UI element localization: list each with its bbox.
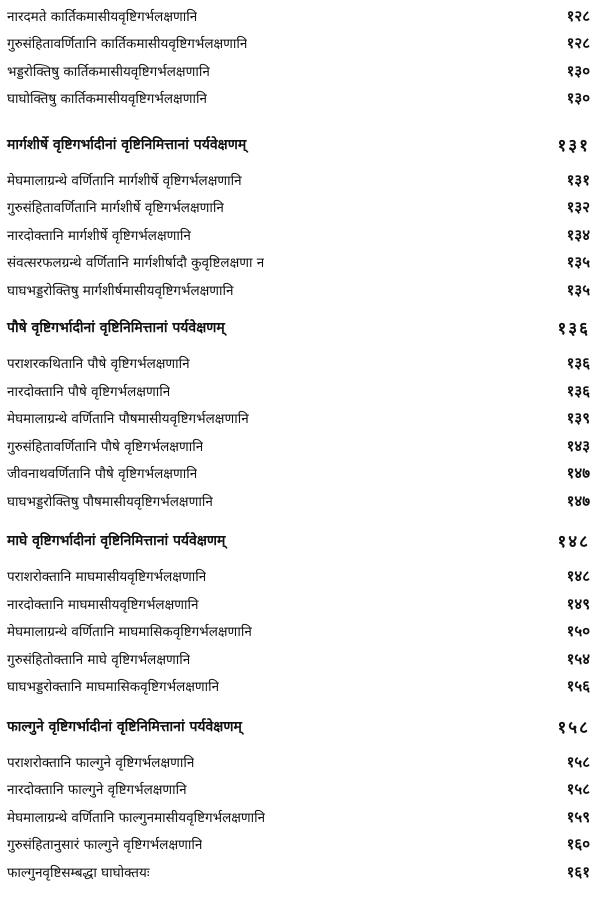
toc-entry — [0, 432, 600, 460]
entry-title: पराशरोक्तानि फाल्गुने वृष्टिगर्भलक्षणानि — [7, 754, 195, 771]
section-heading — [0, 314, 600, 342]
entry-title: पराशरोक्तानि माघमासीयवृष्टिगर्भलक्षणानि — [7, 569, 207, 586]
entry-page: १४७ — [566, 464, 590, 483]
entry-title: फाल्गुनवृष्टिसम्बद्धा घाघोक्तयः — [7, 864, 150, 881]
entry-title: घाघभड्डरोक्तिषु मार्गशीर्षमासीयवृष्टिगर्भलक्षणानि — [7, 282, 234, 299]
section-title: पौषे वृष्टिगर्भादीनां वृष्टिनिमित्तानां पर्यवेक्षणम् — [7, 320, 225, 336]
toc-entry — [0, 563, 600, 591]
entry-title: घाघभड्डरोक्तानि माघमासिकवृष्टिगर्भलक्षणानि — [7, 679, 220, 696]
entry-page: १२८ — [566, 34, 590, 53]
entry-page: १५९ — [566, 807, 590, 826]
toc-entry — [0, 618, 600, 646]
entry-title: नारदोक्तानि मार्गशीर्षे वृष्टिगर्भलक्षणानि — [7, 227, 191, 244]
section-page: १४८ — [557, 532, 590, 552]
entry-page: १३९ — [566, 409, 590, 428]
entry-page: १६० — [566, 835, 590, 854]
entry-title: गुरुसंहितावर्णितानि कार्तिकमासीयवृष्टिगर्भलक्षणानि — [7, 36, 248, 53]
entry-title: भड्डरोक्तिषु कार्तिकमासीयवृष्टिगर्भलक्षणानि — [7, 63, 210, 80]
toc-entry — [0, 30, 600, 58]
entry-page: १३६ — [566, 354, 590, 373]
toc-section — [0, 112, 600, 304]
toc-section — [0, 304, 600, 515]
entry-title: गुरुसंहितावर्णितानि मार्गशीर्षे वृष्टिगर्भलक्षणानि — [7, 200, 224, 217]
section-heading — [0, 130, 600, 158]
entry-page: १३० — [566, 61, 590, 80]
toc-entry — [0, 377, 600, 405]
entry-title: गुरुसंहितानुसारं फाल्गुने वृष्टिगर्भलक्षणानि — [7, 837, 203, 854]
entry-title: संवत्सरफलग्रन्थे वर्णितानि मार्गशीर्षादौ कुवृष्टिलक्षणा न — [7, 255, 265, 272]
entry-title: मेघमालाग्रन्थे वर्णितानि मार्गशीर्षे वृष्टिगर्भलक्षणानि — [7, 172, 242, 189]
entry-page: १४९ — [566, 594, 590, 613]
entry-page: १२८ — [566, 6, 590, 25]
entry-page: १५४ — [566, 649, 590, 668]
toc-section — [0, 515, 600, 701]
toc-entry — [0, 645, 600, 673]
toc-entry — [0, 249, 600, 277]
entry-title: गुरुसंहितोक्तानि माघे वृष्टिगर्भलक्षणानि — [7, 651, 191, 668]
toc-entry — [0, 221, 600, 249]
entry-title: पराशरकथितानि पौषे वृष्टिगर्भलक्षणानि — [7, 356, 190, 373]
toc-entry — [0, 776, 600, 804]
entry-page: १३६ — [566, 381, 590, 400]
section-page: १३६ — [557, 319, 590, 339]
entry-title: जीवनाथवर्णितानि पौषे वृष्टिगर्भलक्षणानि — [7, 466, 198, 483]
entry-title: गुरुसंहितावर्णितानि पौषे वृष्टिगर्भलक्षणानि — [7, 438, 204, 455]
section-title: माघे वृष्टिगर्भादीनां वृष्टिनिमित्तानां पर्यवेक्षणम् — [7, 533, 226, 549]
entry-page: १३५ — [566, 280, 590, 299]
toc-entry — [0, 858, 600, 886]
entry-page: १३१ — [566, 170, 590, 189]
section-page: १५८ — [557, 717, 590, 738]
section-title: फाल्गुने वृष्टिगर्भादीनां वृष्टिनिमित्तानां पर्यवेक्षणम् — [7, 718, 242, 735]
toc-entry — [0, 85, 600, 113]
entry-title: मेघमालाग्रन्थे वर्णितानि फाल्गुनमासीयवृष्टिगर्भलक्षणानि — [7, 809, 266, 826]
toc-entry — [0, 590, 600, 618]
toc-entry — [0, 673, 600, 701]
entry-title: घाघोक्तिषु कार्तिकमासीयवृष्टिगर्भलक्षणानि — [7, 91, 207, 108]
toc-entry — [0, 57, 600, 85]
toc-entry — [0, 748, 600, 776]
toc-entry — [0, 460, 600, 488]
entry-page: १३५ — [566, 253, 590, 272]
entry-title: नारदोक्तानि फाल्गुने वृष्टिगर्भलक्षणानि — [7, 782, 187, 799]
toc-entry — [0, 276, 600, 304]
entry-page: १३२ — [566, 198, 590, 217]
top-entries — [0, 0, 600, 112]
entry-page: १४८ — [566, 567, 590, 586]
section-heading — [0, 527, 600, 555]
toc-entry — [0, 803, 600, 831]
entry-title: नारदोक्तानि पौषे वृष्टिगर्भलक्षणानि — [7, 383, 171, 400]
toc-section — [0, 700, 600, 886]
entry-page: १४३ — [566, 436, 590, 455]
entry-title: नारदमते कार्तिकमासीयवृष्टिगर्भलक्षणानि — [7, 8, 198, 25]
toc-entry — [0, 831, 600, 859]
toc-entry — [0, 166, 600, 194]
toc-entry — [0, 2, 600, 30]
entry-page: १५८ — [566, 780, 590, 799]
section-heading — [0, 712, 600, 740]
toc-entry — [0, 350, 600, 378]
entry-title: घाघभड्डरोक्तिषु पौषमासीयवृष्टिगर्भलक्षणानि — [7, 493, 213, 510]
entry-page: १३० — [566, 89, 590, 108]
toc-entry — [0, 405, 600, 433]
toc-entry — [0, 487, 600, 515]
entry-title: मेघमालाग्रन्थे वर्णितानि माघमासिकवृष्टिगर्भलक्षणानि — [7, 624, 252, 641]
toc-entry — [0, 194, 600, 222]
section-title: मार्गशीर्षे वृष्टिगर्भादीनां वृष्टिनिमित्तानां पर्यवेक्षणम् — [7, 136, 247, 153]
section-page: १३१ — [557, 135, 590, 156]
entry-page: १५६ — [566, 677, 590, 696]
entry-page: १६१ — [566, 862, 590, 881]
entry-title: नारदोक्तानि माघमासीयवृष्टिगर्भलक्षणानि — [7, 596, 199, 613]
entry-page: १५८ — [566, 752, 590, 771]
entry-page: १३४ — [566, 225, 590, 244]
entry-title: मेघमालाग्रन्थे वर्णितानि पौषमासीयवृष्टिगर्भलक्षणानि — [7, 411, 249, 428]
entry-page: १४७ — [566, 491, 590, 510]
entry-page: १५० — [566, 622, 590, 641]
